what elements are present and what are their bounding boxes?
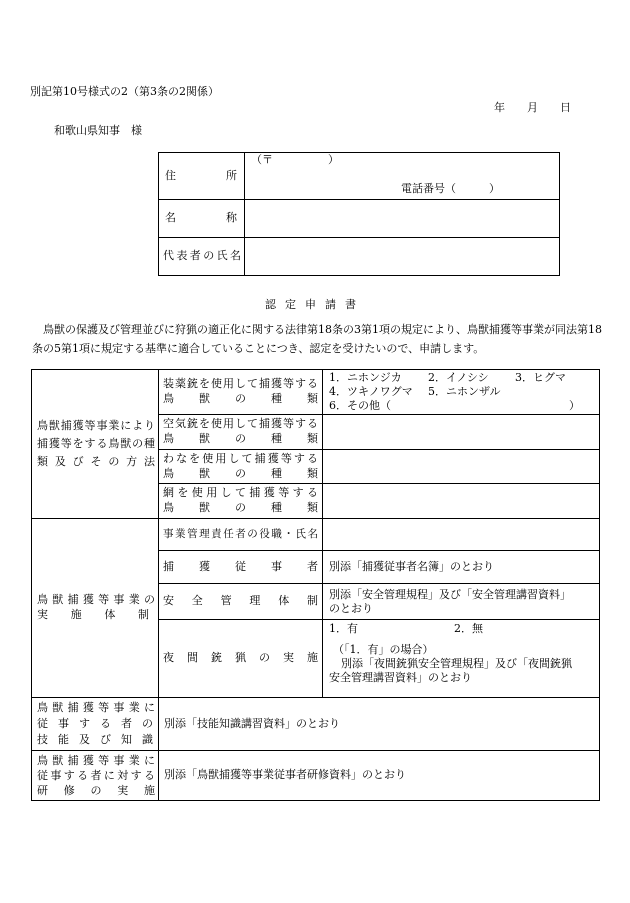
- workers-label: 捕獲従事者: [159, 551, 323, 584]
- night-yes: 1．有: [329, 622, 358, 636]
- date-line: [494, 99, 571, 115]
- date-year: 年: [494, 101, 505, 114]
- air-gun-species-label: 空気銃を使用して捕獲等する 鳥獣の種類: [159, 415, 323, 450]
- species-header: 鳥獣捕獲等事業により捕獲等をする鳥獣の種類及びその方法: [32, 370, 159, 519]
- date-month: 月: [527, 101, 538, 114]
- representative-label: 代表者の氏名: [159, 238, 245, 276]
- gun-species-options[interactable]: 1．ニホンジカ 2．イノシシ 3．ヒグマ 4．ツキノワグマ 5．ニホンザル 6．その他（ ）: [323, 370, 600, 415]
- name-label: [159, 200, 245, 238]
- applicant-table: [158, 152, 560, 276]
- name-label-1: 名: [165, 211, 176, 225]
- manager-field[interactable]: [323, 519, 600, 551]
- training-header: 鳥獣捕獲等事業に 従事する者に対する 研修の実施: [32, 751, 159, 801]
- postal-code: （〒 ）: [251, 153, 339, 166]
- application-statement: 鳥獣の保護及び管理並びに狩猟の適正化に関する法律第18条の3第1項の規定により、鳥獣捕獲等事業が同法第18条の5第1項に規定する基準に適合していることにつき、認定を受けたいので、申請します。: [32, 323, 602, 355]
- address-field[interactable]: [245, 153, 560, 200]
- safety-value: 別添「安全管理規程」及び「安全管理講習資料」 のとおり: [323, 584, 600, 620]
- safety-label: 安全管理体制: [159, 584, 323, 620]
- skill-header: 鳥獣捕獲等事業に 従事する者の 技能及び知識: [32, 698, 159, 751]
- net-species-field[interactable]: [323, 484, 600, 519]
- skill-value: 別添「技能知識講習資料」のとおり: [159, 698, 600, 751]
- night-no: 2．無: [454, 622, 483, 636]
- name-field[interactable]: [245, 200, 560, 238]
- net-species-label: 網を使用して捕獲等する 鳥獣の種類: [159, 484, 323, 519]
- night-label: 夜間銃猟の実施: [159, 620, 323, 698]
- address-label: [159, 153, 245, 200]
- date-day: 日: [560, 101, 571, 114]
- trap-species-field[interactable]: [323, 449, 600, 484]
- address-label-1: 住: [165, 168, 176, 182]
- address-label-2: 所: [226, 168, 237, 182]
- system-header: 鳥獣捕獲等事業の 実施体制: [32, 519, 159, 698]
- training-value: 別添「鳥獣捕獲等事業従事者研修資料」のとおり: [159, 751, 600, 801]
- name-label-2: 称: [226, 211, 237, 225]
- trap-species-label: わなを使用して捕獲等する 鳥獣の種類: [159, 449, 323, 484]
- details-table: [31, 369, 600, 801]
- night-value: 1．有 2．無 （「1．有」の場合） 別添「夜間銃猟安全管理規程」及び「夜間銃猟 安全管理講習資料」のとおり: [323, 620, 600, 698]
- gun-species-label: 装薬銃を使用して捕獲等する 鳥獣の種類: [159, 370, 323, 415]
- phone-number: 電話番号（ ）: [401, 182, 500, 195]
- document-title: 認定申請書: [265, 298, 365, 311]
- manager-label: 事業管理責任者の役職・氏名: [159, 519, 323, 551]
- air-gun-species-field[interactable]: [323, 415, 600, 450]
- addressee: 和歌山県知事 様: [54, 124, 142, 137]
- workers-value: 別添「捕獲従事者名簿」のとおり: [323, 551, 600, 584]
- form-number: 別記第10号様式の2（第3条の2関係）: [30, 85, 219, 98]
- representative-field[interactable]: [245, 238, 560, 276]
